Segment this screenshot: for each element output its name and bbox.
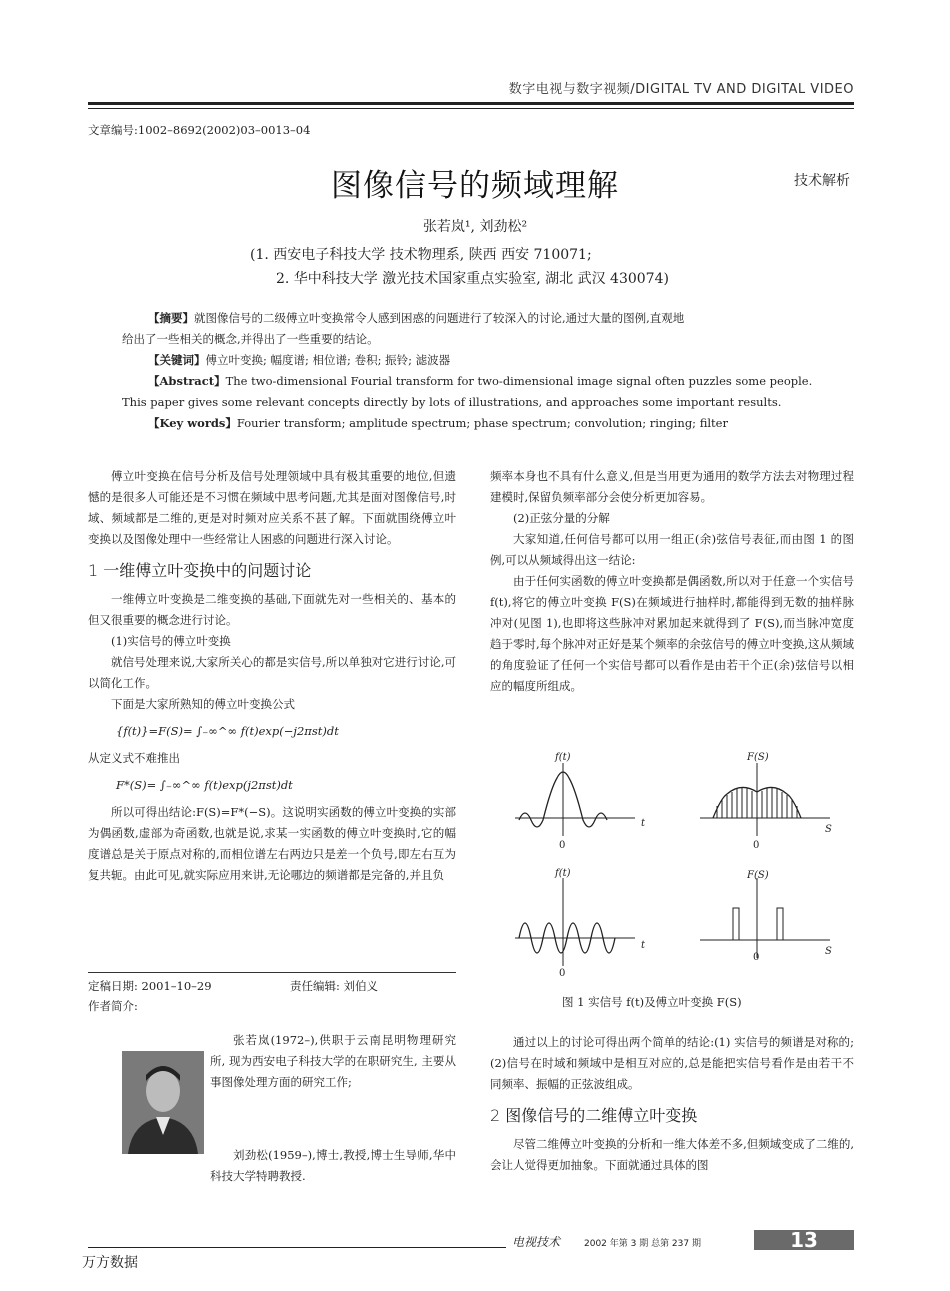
abstract-zh-text-1: 就图像信号的二级傅立叶变换常令人感到困惑的问题进行了较深入的讨论,通过大量的图例,直观地 <box>194 311 685 325</box>
pulse-negative <box>733 908 739 940</box>
intro-paragraph: 傅立叶变换在信号分析及信号处理领域中具有极其重要的地位,但遗憾的是很多人可能还是不习惯在频域中思考问题,尤其是面对图像信号,时域、频域都是二维的,更是对时频对应关系不甚了解。下面就围绕傅立叶变换以及图像处理中一些经常让人困惑的问题进行深入讨论。 <box>88 469 456 546</box>
label-s: S <box>825 824 832 835</box>
right-column-bottom <box>490 1032 854 1176</box>
abstract-en-label: 【Abstract】 <box>148 374 226 388</box>
paragraph: 频率本身也不具有什么意义,但是当用更为通用的数学方法去对物理过程建模时,保留负频率部分会使分析更加容易。 <box>490 469 854 504</box>
keywords-en-label: 【Key words】 <box>148 416 237 430</box>
abstract-en-text-2: This paper gives some relevant concepts directly by lots of illustrations, and approaches some important results. <box>122 395 782 409</box>
pulse-positive <box>777 908 783 940</box>
paragraph: 下面是大家所熟知的傅立叶变换公式 <box>111 697 295 711</box>
subsection-2-title: (2)正弦分量的分解 <box>513 511 610 525</box>
responsible-editor: 责任编辑: 刘伯义 <box>290 979 379 993</box>
header-rule-thin <box>88 108 854 109</box>
paragraph: 由于任何实函数的傅立叶变换都是偶函数,所以对于任意一个实信号 f(t),将它的傅立叶变换 F(S)在频域进行抽样时,都能得到无数的抽样脉冲对(见图 1),也即将这些脉冲对累加起来就得到了 F(S),而当脉冲宽度趋于零时,每个脉冲对正好是某个频率的余弦信号的傅立叶变换,这从频域的角度验证了任何一个实信号都可以看作是由若干个正(余)弦信号以相应的幅度所组成。 <box>490 574 854 693</box>
author-photo <box>122 1051 204 1154</box>
paragraph: 所以可得出结论:F(S)=F*(−S)。这说明实函数的傅立叶变换的实部为偶函数,虚部为奇函数,也就是说,求某一实函数的傅立叶变换时,它的幅度谱总是关于原点对称的,而相位谱左右两边只是差一个负号,即左右互为复共轭。由此可见,就实际应用来讲,无论哪边的频谱都是完备的,并且负 <box>88 805 456 882</box>
footer-journal: 电视技术 <box>512 1235 561 1249</box>
author-bio-2 <box>210 1145 456 1187</box>
received-date: 定稿日期: 2001–10–29 <box>88 979 212 993</box>
paper-title: 图像信号的频域理解 <box>331 168 619 204</box>
footer-issue: 2002 年第 3 期 总第 237 期 <box>584 1239 701 1249</box>
authors: 张若岚¹, 刘劲松² <box>422 219 528 235</box>
keywords-en: Fourier transform; amplitude spectrum; phase spectrum; convolution; ringing; filter <box>236 416 728 430</box>
label-ft: f(t) <box>555 868 571 879</box>
article-number: 文章编号:1002–8692(2002)03–0013–04 <box>88 123 311 137</box>
label-zero: 0 <box>753 952 760 963</box>
abstract-en-text-1: The two-dimensional Fourial transform for two-dimensional image signal often puzzles some people. <box>225 374 813 388</box>
figure-1 <box>495 748 855 983</box>
affiliation-2: 2. 华中科技大学 激光技术国家重点实验室, 湖北 武汉 430074) <box>276 271 669 287</box>
right-column-top <box>490 466 854 697</box>
author-portrait-icon <box>122 1051 204 1154</box>
formula-conjugate: F*(S)= ∫₋∞^∞ f(t)exp(j2πst)dt <box>116 778 293 792</box>
label-s: S <box>825 946 832 957</box>
section-2-title: 2 图像信号的二维傅立叶变换 <box>490 1106 698 1125</box>
author-bio-1 <box>210 1030 456 1093</box>
bio-text: 张若岚(1972–),供职于云南昆明物理研究所, 现为西安电子科技大学的在职研究生, 主要从事图像处理方面的研究工作; <box>210 1033 456 1089</box>
paragraph: 一维傅立叶变换是二维变换的基础,下面就先对一些相关的、基本的但又很重要的概念进行讨论。 <box>88 592 456 627</box>
watermark: 万方数据 <box>82 1255 138 1271</box>
page-number: 13 <box>754 1230 854 1250</box>
label-fs: F(S) <box>747 752 769 763</box>
header-rule-thick <box>88 102 854 105</box>
keywords-zh-label: 【关键词】 <box>148 353 206 367</box>
affiliation-1: (1. 西安电子科技大学 技术物理系, 陕西 西安 710071; <box>250 247 592 263</box>
journal-header: 数字电视与数字视频/DIGITAL TV AND DIGITAL VIDEO <box>508 82 854 97</box>
figure-1-caption: 图 1 实信号 f(t)及傅立叶变换 F(S) <box>562 995 742 1009</box>
abstract-zh-label: 【摘要】 <box>148 311 194 325</box>
section-1-title: 1 一维傅立叶变换中的问题讨论 <box>88 561 312 580</box>
author-intro-label: 作者简介: <box>88 999 138 1013</box>
paragraph: 尽管二维傅立叶变换的分析和一维大体差不多,但频域变成了二维的,会让人觉得更加抽象。下面就通过具体的图 <box>490 1137 854 1172</box>
label-t: t <box>641 818 646 829</box>
bio-text: 刘劲松(1959–),博士,教授,博士生导师,华中科技大学特聘教授. <box>210 1148 456 1183</box>
label-t: t <box>641 940 646 951</box>
keywords-zh: 傅立叶变换; 幅度谱; 相位谱; 卷积; 振铃; 滤波器 <box>205 353 451 367</box>
label-zero: 0 <box>753 840 760 851</box>
left-column <box>88 466 456 886</box>
label-fs: F(S) <box>747 870 769 881</box>
paragraph: 就信号处理来说,大家所关心的都是实信号,所以单独对它进行讨论,可以简化工作。 <box>88 655 456 690</box>
paragraph: 从定义式不难推出 <box>88 751 180 765</box>
footnote-rule <box>88 972 456 973</box>
formula-fourier: {f(t)}=F(S)= ∫₋∞^∞ f(t)exp(−j2πst)dt <box>116 724 339 738</box>
paragraph: 通过以上的讨论可得出两个简单的结论:(1) 实信号的频谱是对称的;(2)信号在时域和频域中是相互对应的,总是能把实信号看作是由若干不同频率、振幅的正弦波组成。 <box>490 1035 854 1091</box>
label-zero: 0 <box>559 968 566 979</box>
paragraph: 大家知道,任何信号都可以用一组正(余)弦信号表征,而由图 1 的图例,可以从频域得出这一结论: <box>490 532 854 567</box>
footer-rule <box>88 1247 506 1248</box>
abstract-block <box>122 308 828 434</box>
label-ft: f(t) <box>555 752 571 763</box>
label-zero: 0 <box>559 840 566 851</box>
section-tag: 技术解析 <box>794 173 850 189</box>
abstract-zh-text-2: 给出了一些相关的概念,并得出了一些重要的结论。 <box>122 332 379 346</box>
subsection-1-title: (1)实信号的傅立叶变换 <box>111 634 231 648</box>
